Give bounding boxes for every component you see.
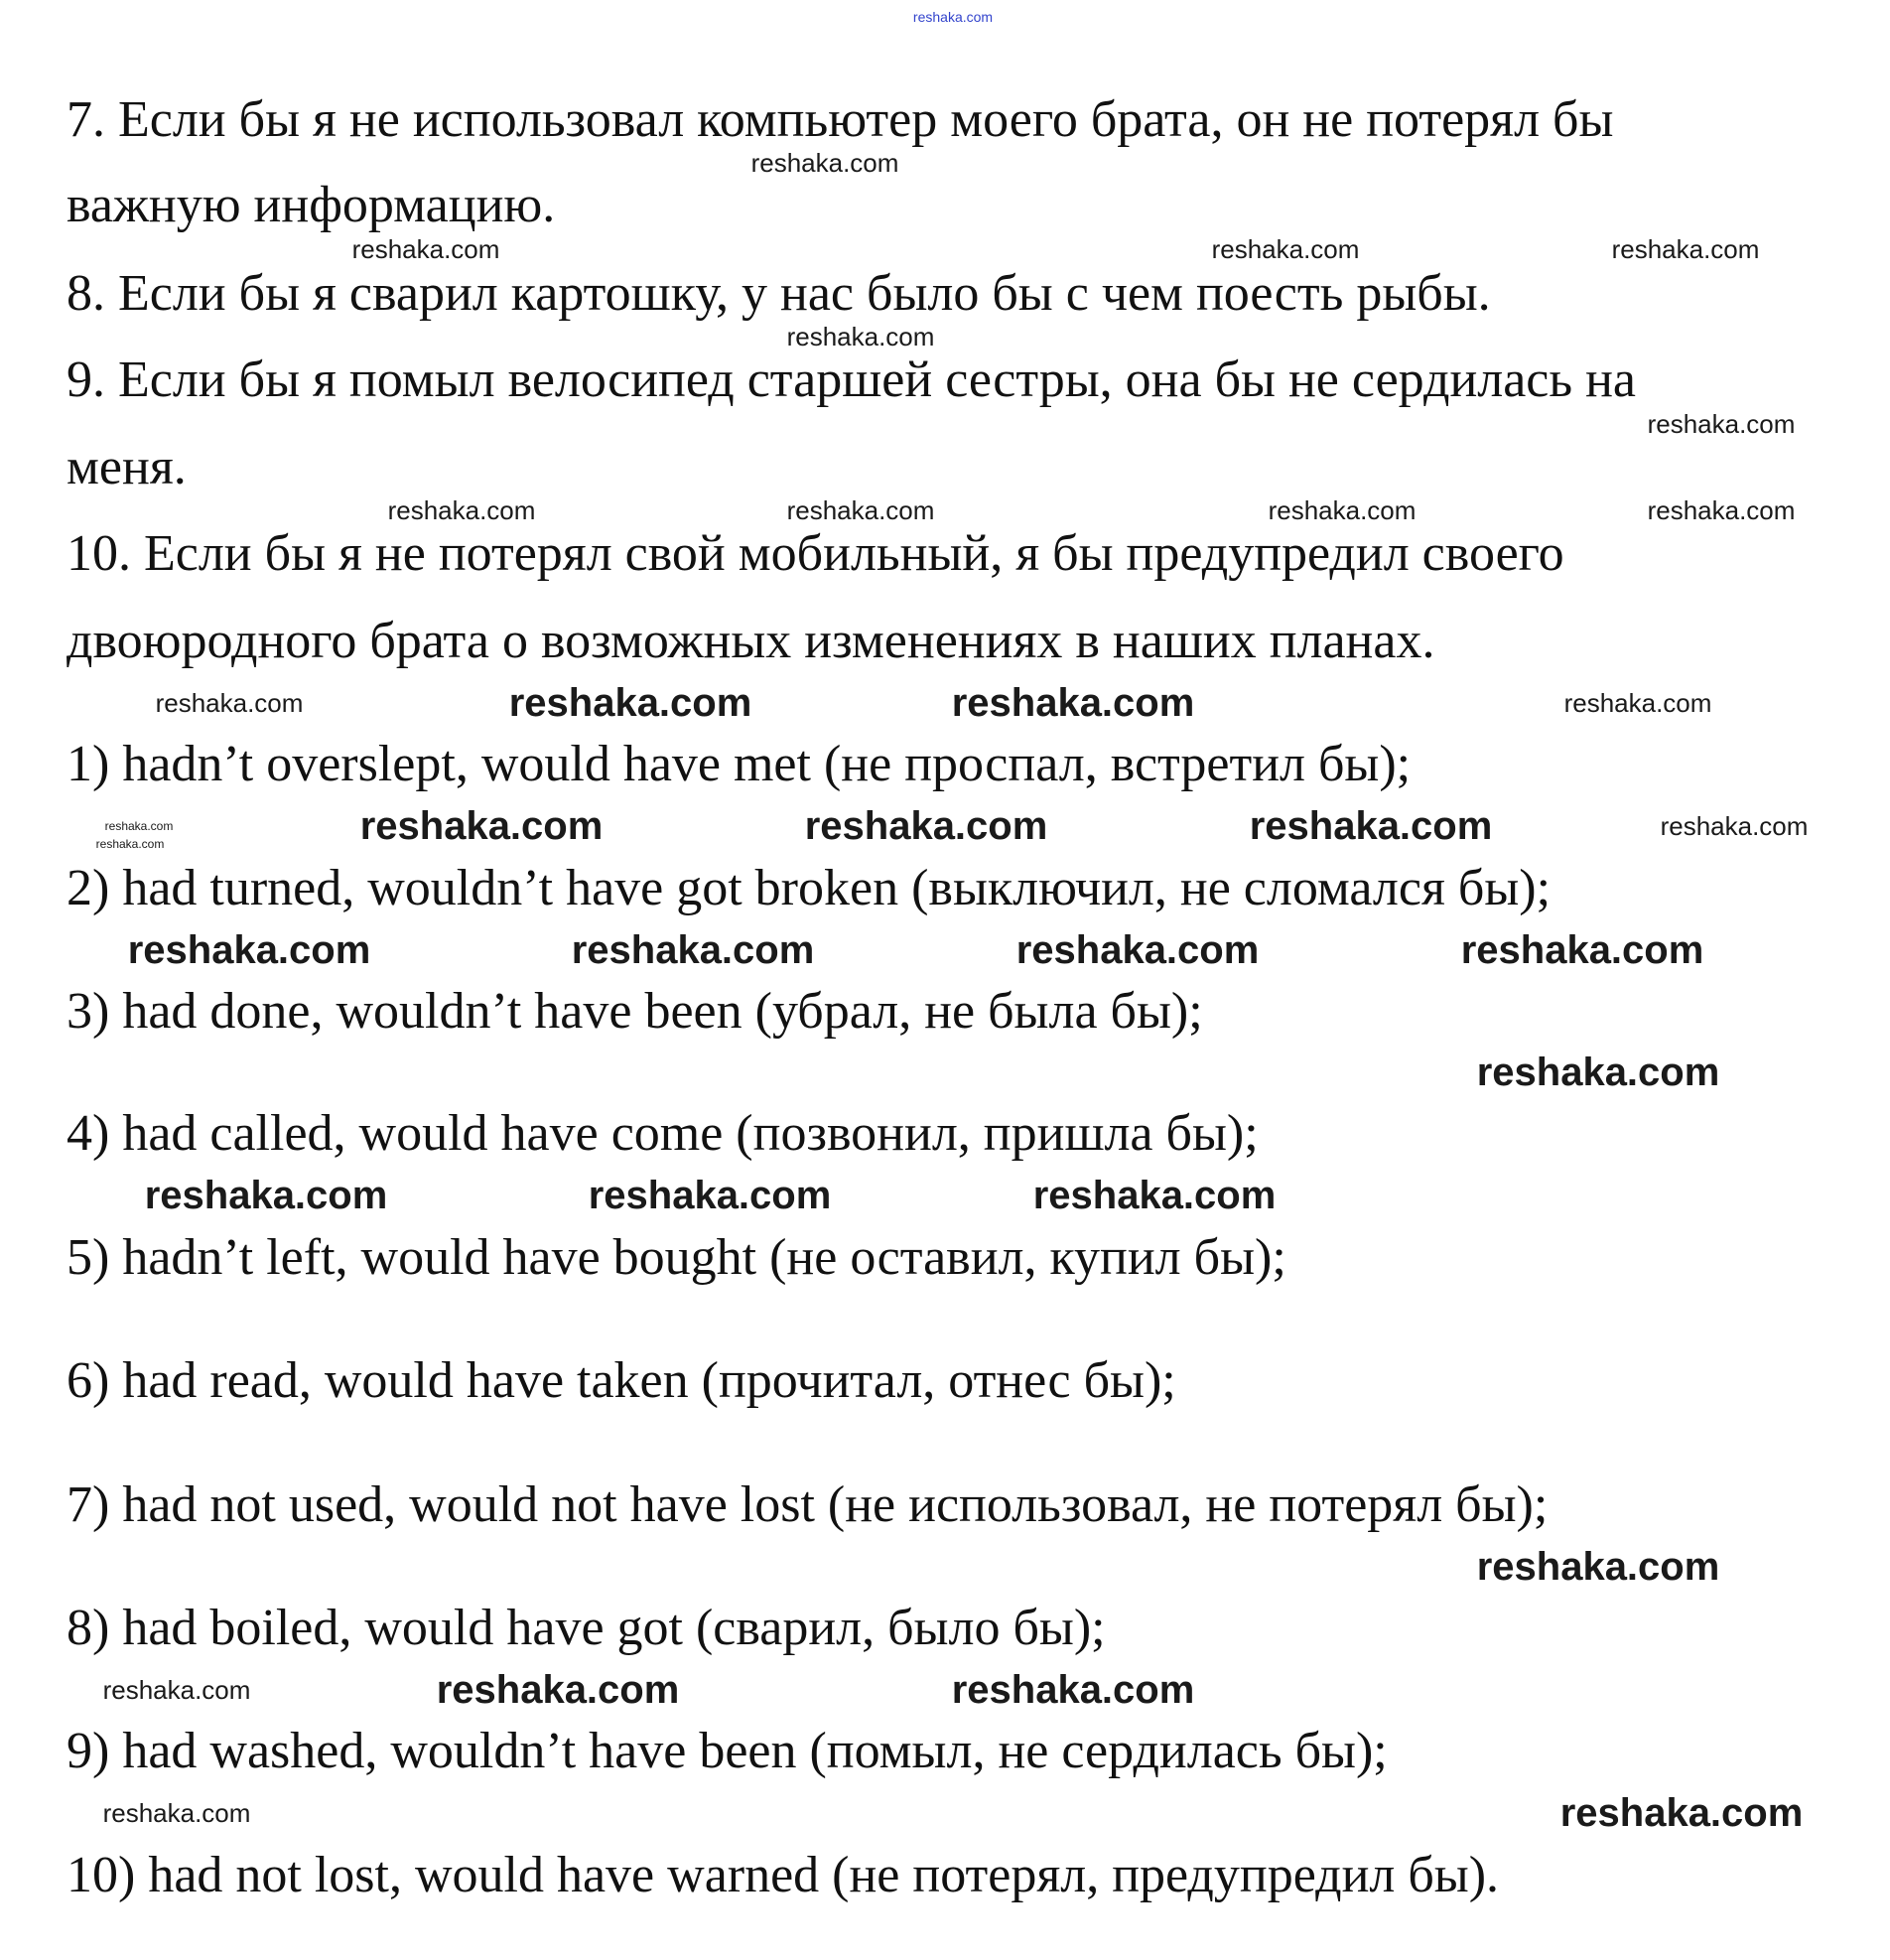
watermark: reshaka.com xyxy=(951,1668,1195,1712)
watermark: reshaka.com xyxy=(1249,804,1493,848)
translation-line: 7. Если бы я не использовал компьютер моего брата, он не потерял бы xyxy=(67,91,1614,148)
watermark: reshaka.com xyxy=(786,495,935,525)
watermark: reshaka.com xyxy=(1211,234,1360,264)
watermark: reshaka.com xyxy=(104,819,174,833)
watermark: reshaka.com xyxy=(1460,928,1704,972)
header-watermark: reshaka.com xyxy=(912,9,994,25)
watermark: reshaka.com xyxy=(786,322,935,351)
watermark: reshaka.com xyxy=(127,928,371,972)
answer-line: 1) hadn’t overslept, would have met (не проспал, встретил бы); xyxy=(67,736,1412,792)
watermark: reshaka.com xyxy=(1476,1050,1720,1094)
watermark: reshaka.com xyxy=(508,681,752,725)
answer-line: 8) had boiled, would have got (сварил, было бы); xyxy=(67,1600,1106,1656)
watermark: reshaka.com xyxy=(1563,688,1712,718)
translation-line: 8. Если бы я сварил картошку, у нас было бы с чем поесть рыбы. xyxy=(67,265,1491,322)
watermark: reshaka.com xyxy=(359,804,604,848)
watermark: reshaka.com xyxy=(1559,1791,1804,1835)
watermark: reshaka.com xyxy=(1647,409,1796,439)
answer-line: 2) had turned, wouldn’t have got broken (выключил, не сломался бы); xyxy=(67,860,1552,916)
watermark: reshaka.com xyxy=(387,495,536,525)
watermark: reshaka.com xyxy=(102,1798,251,1828)
watermark: reshaka.com xyxy=(155,688,304,718)
watermark: reshaka.com xyxy=(1660,811,1809,841)
watermark: reshaka.com xyxy=(1611,234,1760,264)
watermark: reshaka.com xyxy=(436,1668,680,1712)
translation-line: важную информацию. xyxy=(67,177,556,233)
translation-line: 10. Если бы я не потерял свой мобильный, я бы предупредил своего xyxy=(67,525,1564,582)
watermark: reshaka.com xyxy=(102,1675,251,1705)
watermark: reshaka.com xyxy=(750,148,899,178)
translation-line: двоюродного брата о возможных изменениях в наших планах. xyxy=(67,613,1435,669)
answer-line: 4) had called, would have come (позвонил, пришла бы); xyxy=(67,1105,1259,1162)
answer-line: 9) had washed, wouldn’t have been (помыл, не сердилась бы); xyxy=(67,1723,1388,1779)
watermark: reshaka.com xyxy=(1476,1545,1720,1589)
watermark: reshaka.com xyxy=(571,928,815,972)
watermark: reshaka.com xyxy=(804,804,1048,848)
translation-line: 9. Если бы я помыл велосипед старшей сестры, она бы не сердилась на xyxy=(67,351,1636,408)
watermark: reshaka.com xyxy=(1268,495,1417,525)
watermark: reshaka.com xyxy=(951,681,1195,725)
watermark: reshaka.com xyxy=(95,837,165,851)
answer-line: 5) hadn’t left, would have bought (не оставил, купил бы); xyxy=(67,1229,1286,1286)
watermark: reshaka.com xyxy=(1015,928,1260,972)
watermark: reshaka.com xyxy=(1647,495,1796,525)
answer-line: 3) had done, wouldn’t have been (убрал, не была бы); xyxy=(67,983,1203,1040)
answer-line: 7) had not used, would not have lost (не использовал, не потерял бы); xyxy=(67,1476,1549,1533)
answer-line: 6) had read, would have taken (прочитал, отнес бы); xyxy=(67,1352,1176,1409)
answer-line: 10) had not lost, would have warned (не потерял, предупредил бы). xyxy=(67,1847,1500,1903)
watermark: reshaka.com xyxy=(144,1174,388,1217)
watermark: reshaka.com xyxy=(588,1174,832,1217)
watermark: reshaka.com xyxy=(1032,1174,1277,1217)
translation-line: меня. xyxy=(67,439,187,495)
watermark: reshaka.com xyxy=(351,234,500,264)
